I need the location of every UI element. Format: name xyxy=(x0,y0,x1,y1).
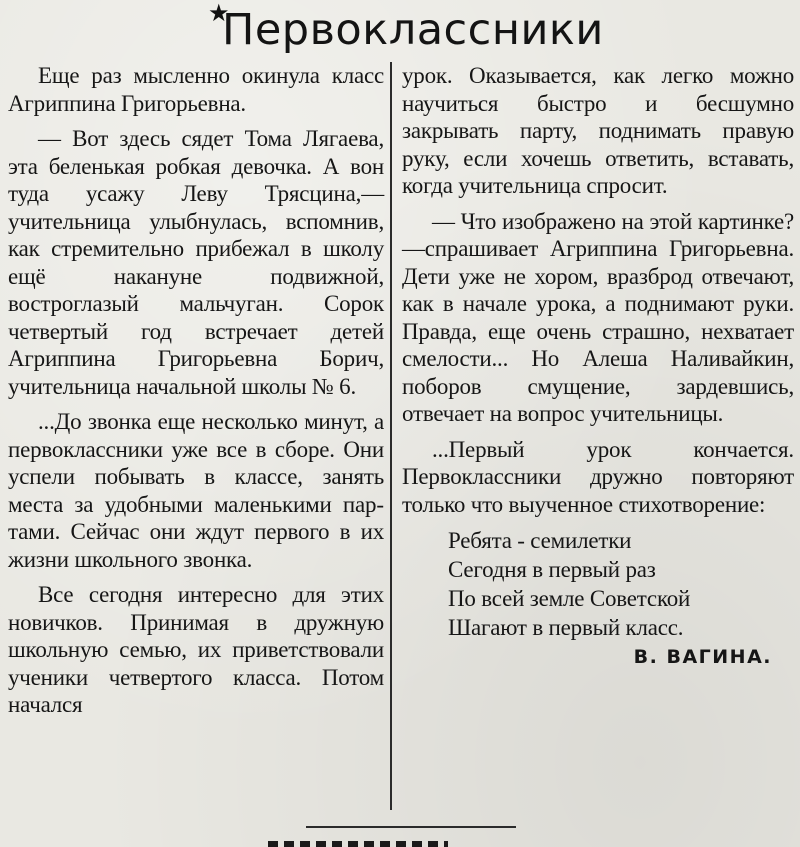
left-column xyxy=(8,62,384,727)
poem xyxy=(448,526,794,642)
author-signature: В. ВАГИНА. xyxy=(633,646,772,668)
poem-line: По всей земле Советской xyxy=(448,586,691,611)
poem-line: Сегодня в первый раз xyxy=(448,557,656,582)
column-divider xyxy=(390,62,392,810)
paragraph: Все сегодня интересно для этих новичков. Принимая в дружную школьную семью, их приветствовали ученики четвертого класса. Потом начался xyxy=(8,582,384,717)
paragraph: Еще раз мысленно окинула класс Агриппина Григорьевна. xyxy=(8,63,384,116)
star-icon: ★ xyxy=(208,1,230,27)
article-title: Первоклассники xyxy=(222,5,604,55)
poem-line: Ребята - семилетки xyxy=(448,528,632,553)
next-article-heading-cutoff xyxy=(262,834,562,847)
paragraph: ...До звонка еще несколько минут, а первоклассники уже все в сборе. Они успели побывать в классе, занять места за удобными маленькими партами. Сейчас они ждут первого в их жизни школьного звонка. xyxy=(8,409,384,572)
right-column xyxy=(402,62,794,672)
poem-line: Шагают в первый класс. xyxy=(448,615,684,640)
paragraph: ...Первый урок кончается. Первоклассники дружно повторяют только что выученное стихотворение: xyxy=(402,436,794,517)
paragraph-continuation: урок. Оказывается, как легко можно научиться быстро и бесшумно закрывать парту, поднимать правую руку, если хочешь ответить, вставать, когда учительница спросит. xyxy=(402,63,794,198)
paragraph: — Вот здесь сядет Тома Лягаева, эта беленькая робкая девочка. А вон туда усажу Леву Трясцина,—учительница улыбнулась, вспомнив, как стремительно прибежал в школу ещё накануне подвижной, востроглазый мальчуган. Сорок четвертый год встречает детей Агриппина Григорьевна Борич, учительница начальной школы № 6. xyxy=(8,126,384,399)
section-divider xyxy=(306,826,516,828)
paragraph: — Что изображено на этой картинке?—спрашивает Агриппина Григорьевна. Дети уже не хором, вразброд отвечают, как в начале урока, а поднимают руки. Правда, еще очень страшно, нехватает смелости... Но Алеша Наливайкин, поборов смущение, зардевшись, отвечает на вопрос учительницы. xyxy=(402,208,794,426)
